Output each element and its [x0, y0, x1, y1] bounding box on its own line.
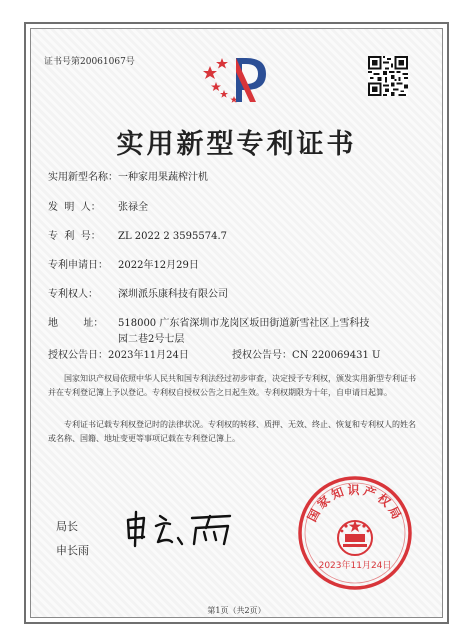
inventor-label: 发 明 人： [48, 202, 101, 213]
chief-name: 申长雨 [56, 544, 89, 557]
statement-paragraph-1: 国家知识产权局依照中华人民共和国专利法经过初步审查，决定授予专利权，颁发实用新型专利证书并在专利登记簿上予以登记。专利权自授权公告之日起生效。专利权期限为十年，自申请日起算。 [48, 374, 416, 397]
chief-title: 局长 [56, 520, 78, 533]
certificate-number: 证书号第20061067号 [44, 57, 135, 67]
certificate-title: 实用新型专利证书 [116, 129, 357, 160]
qr-code-icon [368, 56, 408, 96]
statement-paragraph-2: 专利证书记载专利权登记时的法律状况。专利权的转移、质押、无效、终止、恢复和专利权人的姓名或名称、国籍、地址变更等事项记载在专利登记簿上。 [48, 420, 416, 443]
grant-number-field [232, 348, 380, 364]
grant-date-label: 授权公告日： [48, 350, 108, 361]
patent-number-field [48, 229, 227, 245]
address-label: 地 址： [48, 318, 104, 329]
patent-number-label: 专 利 号： [48, 231, 101, 242]
cnipa-logo-icon [196, 52, 276, 106]
page-number: 第1页（共2页） [207, 606, 266, 615]
patentee-field [48, 287, 228, 303]
chief-signature-icon [120, 508, 240, 548]
official-seal-icon [296, 474, 414, 592]
inventor-value: 张禄全 [118, 202, 148, 213]
patentee-label: 专利权人： [48, 289, 98, 300]
seal-date: 2023年11月24日 [318, 561, 392, 571]
grant-number-value: CN 220069431 U [292, 350, 381, 361]
filing-date-field [48, 258, 199, 274]
address-value: 518000 广东省深圳市龙岗区坂田街道新雪社区上雪科技园二巷2号七层 [118, 318, 370, 345]
utility-model-name-value: 一种家用果蔬榨汁机 [118, 172, 208, 183]
patent-number-value: ZL 2022 2 3595574.7 [118, 231, 228, 242]
grant-date-value: 2023年11月24日 [108, 350, 189, 361]
inventor-field [48, 200, 148, 216]
grant-number-label: 授权公告号： [232, 350, 292, 361]
filing-date-value: 2022年12月29日 [118, 260, 199, 271]
address-field [48, 316, 378, 348]
patentee-value: 深圳派乐康科技有限公司 [118, 289, 228, 300]
grant-date-field [48, 348, 189, 364]
seal-text: 国家知识产权局 [304, 483, 406, 525]
utility-model-name-label: 实用新型名称： [48, 172, 118, 183]
utility-model-name-field [48, 170, 208, 186]
filing-date-label: 专利申请日： [48, 260, 108, 271]
svg-text:国家知识产权局 [305, 482, 405, 524]
